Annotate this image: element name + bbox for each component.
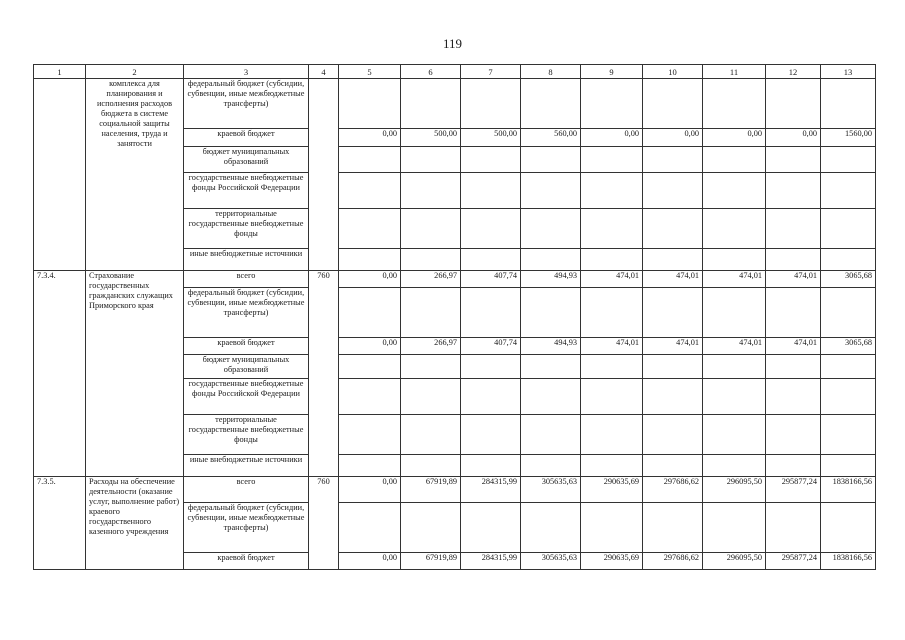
value-cell: 290635,69 [581, 477, 643, 503]
col-header: 4 [309, 65, 339, 79]
source-label: иные внебюджетные источники [184, 249, 309, 271]
value-cell: 305635,63 [521, 477, 581, 503]
value-cell: 560,00 [521, 129, 581, 147]
value-cell: 266,97 [401, 338, 461, 355]
source-label: государственные внебюджетные фонды Российской Федерации [184, 173, 309, 209]
measure-name: комплекса для планирования и исполнения расходов бюджета в системе социальной защиты населения, труда и занятости [86, 79, 184, 271]
col-header: 6 [401, 65, 461, 79]
code-cell: 760 [309, 271, 339, 477]
value-cell: 474,01 [766, 271, 821, 288]
value-cell: 295877,24 [766, 553, 821, 570]
value-cell: 305635,63 [521, 553, 581, 570]
col-header: 10 [643, 65, 703, 79]
value-cell: 474,01 [581, 338, 643, 355]
source-label: территориальные государственные внебюджетные фонды [184, 209, 309, 249]
table-row [34, 79, 876, 129]
col-header: 1 [34, 65, 86, 79]
value-cell: 474,01 [581, 271, 643, 288]
value-cell: 494,93 [521, 338, 581, 355]
source-label: федеральный бюджет (субсидии, субвенции, иные межбюджетные трансферты) [184, 503, 309, 553]
col-header: 2 [86, 65, 184, 79]
value-cell: 0,00 [766, 129, 821, 147]
source-label: краевой бюджет [184, 338, 309, 355]
budget-table [33, 64, 876, 570]
code-cell: 760 [309, 477, 339, 570]
row-number: 7.3.4. [34, 271, 86, 477]
value-cell: 3065,68 [821, 271, 876, 288]
value-cell: 297686,62 [643, 553, 703, 570]
value-cell: 0,00 [339, 553, 401, 570]
source-label: территориальные государственные внебюджетные фонды [184, 415, 309, 455]
value-cell: 407,74 [461, 338, 521, 355]
col-header: 8 [521, 65, 581, 79]
value-cell: 0,00 [339, 129, 401, 147]
value-cell: 474,01 [643, 271, 703, 288]
value-cell: 0,00 [339, 477, 401, 503]
value-cell: 494,93 [521, 271, 581, 288]
source-label: всего [184, 477, 309, 503]
value-cell: 67919,89 [401, 477, 461, 503]
source-label: государственные внебюджетные фонды Российской Федерации [184, 379, 309, 415]
value-cell: 0,00 [581, 129, 643, 147]
value-cell: 474,01 [766, 338, 821, 355]
source-label: бюджет муниципальных образований [184, 355, 309, 379]
col-header: 9 [581, 65, 643, 79]
value-cell: 474,01 [703, 338, 766, 355]
value-cell: 0,00 [339, 271, 401, 288]
source-label: краевой бюджет [184, 129, 309, 147]
value-cell: 3065,68 [821, 338, 876, 355]
value-cell: 474,01 [703, 271, 766, 288]
measure-name: Расходы на обеспечение деятельности (оказание услуг, выполнение работ) краевого государственного казенного учреждения [86, 477, 184, 570]
table-row [34, 477, 876, 503]
value-cell: 284315,99 [461, 553, 521, 570]
row-number: 7.3.5. [34, 477, 86, 570]
header-row [34, 65, 876, 79]
value-cell: 266,97 [401, 271, 461, 288]
value-cell: 296095,50 [703, 477, 766, 503]
value-cell: 295877,24 [766, 477, 821, 503]
value-cell: 407,74 [461, 271, 521, 288]
source-label: краевой бюджет [184, 553, 309, 570]
value-cell: 67919,89 [401, 553, 461, 570]
col-header: 5 [339, 65, 401, 79]
value-cell: 290635,69 [581, 553, 643, 570]
measure-name: Страхование государственных гражданских служащих Приморского края [86, 271, 184, 477]
value-cell: 0,00 [643, 129, 703, 147]
page-number: 119 [442, 36, 463, 51]
col-header: 11 [703, 65, 766, 79]
source-label: всего [184, 271, 309, 288]
value-cell: 284315,99 [461, 477, 521, 503]
value-cell: 297686,62 [643, 477, 703, 503]
row-number [34, 79, 86, 271]
col-header: 7 [461, 65, 521, 79]
value-cell: 474,01 [643, 338, 703, 355]
value-cell: 1560,00 [821, 129, 876, 147]
value-cell: 500,00 [461, 129, 521, 147]
col-header: 3 [184, 65, 309, 79]
source-label: федеральный бюджет (субсидии, субвенции, иные межбюджетные трансферты) [184, 79, 309, 129]
value-cell: 1838166,56 [821, 477, 876, 503]
value-cell: 500,00 [401, 129, 461, 147]
table-row [34, 271, 876, 288]
value-cell: 0,00 [703, 129, 766, 147]
value-cell: 296095,50 [703, 553, 766, 570]
col-header: 12 [766, 65, 821, 79]
value-cell: 0,00 [339, 338, 401, 355]
code-cell [309, 79, 339, 271]
source-label: федеральный бюджет (субсидии, субвенции, иные межбюджетные трансферты) [184, 288, 309, 338]
col-header: 13 [821, 65, 876, 79]
source-label: бюджет муниципальных образований [184, 147, 309, 173]
value-cell: 1838166,56 [821, 553, 876, 570]
source-label: иные внебюджетные источники [184, 455, 309, 477]
